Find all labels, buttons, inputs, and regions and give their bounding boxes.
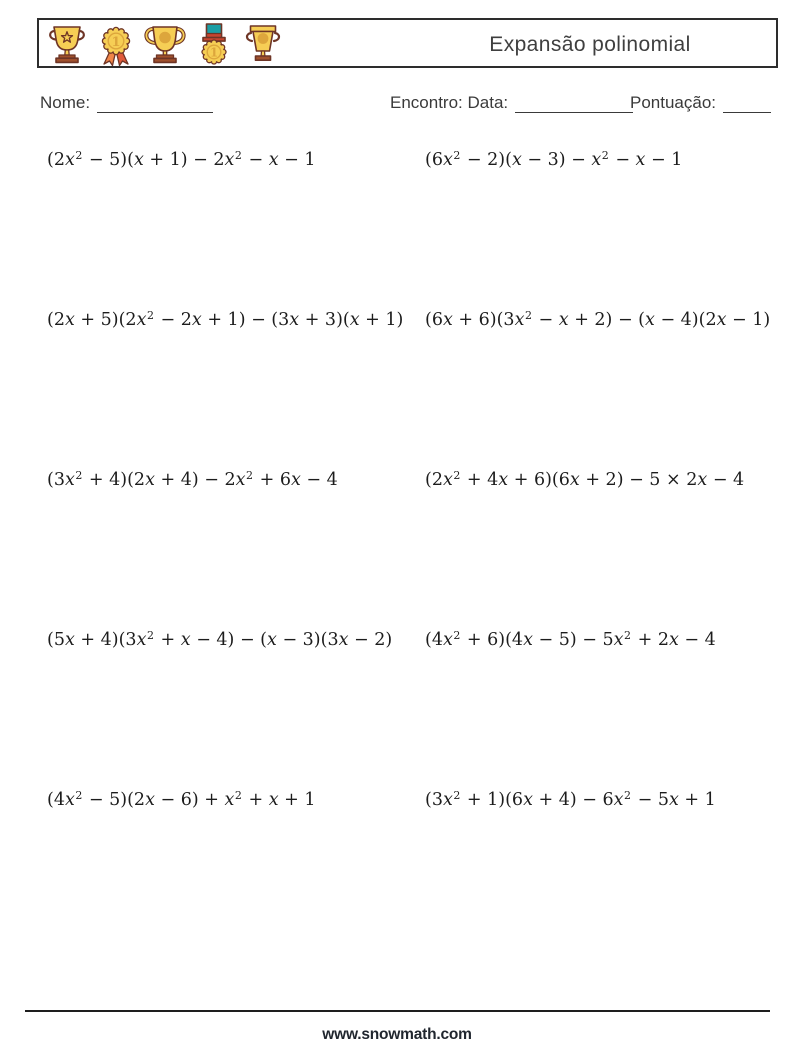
medal-number: 1 [209,45,219,60]
name-blank [97,94,213,113]
date-field-group [390,93,633,113]
problem-10: $(3x^2 + 1)(6x + 4) - 6x^2 - 5x + 1$ [425,788,716,810]
problem-2: $(6x^2 - 2)(x - 3) - x^2 - x - 1$ [425,148,683,170]
date-blank [515,94,633,113]
name-label: Nome: [40,93,91,112]
score-blank [723,94,771,113]
footer-divider [25,1010,770,1012]
score-field-group [630,93,771,113]
meeting-date-label: Encontro: Data: [390,93,509,112]
award-icons-row [45,22,285,66]
problem-5: $(3x^2 + 4)(2x + 4) - 2x^2 + 6x - 4$ [47,468,338,490]
trophy-rim [251,26,276,32]
trophy-handles-icon [143,22,187,66]
problem-3: $(2x + 5)(2x^2 - 2x + 1) - (3x + 3)(x + 1)$ [47,308,404,330]
trophy-star-icon [45,22,89,66]
problem-1: $(2x^2 - 5)(x + 1) - 2x^2 - x - 1$ [47,148,316,170]
problem-7: $(5x + 4)(3x^2 + x - 4) - (x - 3)(3x - 2)$ [47,628,393,650]
trophy-medallion [258,33,269,44]
score-label: Pontuação: [630,93,717,112]
website-link: www.snowmath.com [322,1026,472,1043]
trophy-cup [54,27,80,50]
trophy-medallion [159,32,171,44]
problem-8: $(4x^2 + 6)(4x - 5) - 5x^2 + 2x - 4$ [425,628,716,650]
page-title: Expansão polinomial [489,33,691,56]
medal-rosette-icon [94,22,138,66]
problem-9: $(4x^2 - 5)(2x - 6) + x^2 + x + 1$ [47,788,316,810]
problem-4: $(6x + 6)(3x^2 - x + 2) - (x - 4)(2x - 1)$ [425,308,771,330]
problem-6: $(2x^2 + 4x + 6)(6x + 2) - 5 \times 2x - 4$ [425,468,745,490]
medal-hat-icon [192,22,236,66]
trophy-goblet-icon [241,22,285,66]
name-field-group [40,93,213,113]
medal-number: 1 [111,35,121,50]
